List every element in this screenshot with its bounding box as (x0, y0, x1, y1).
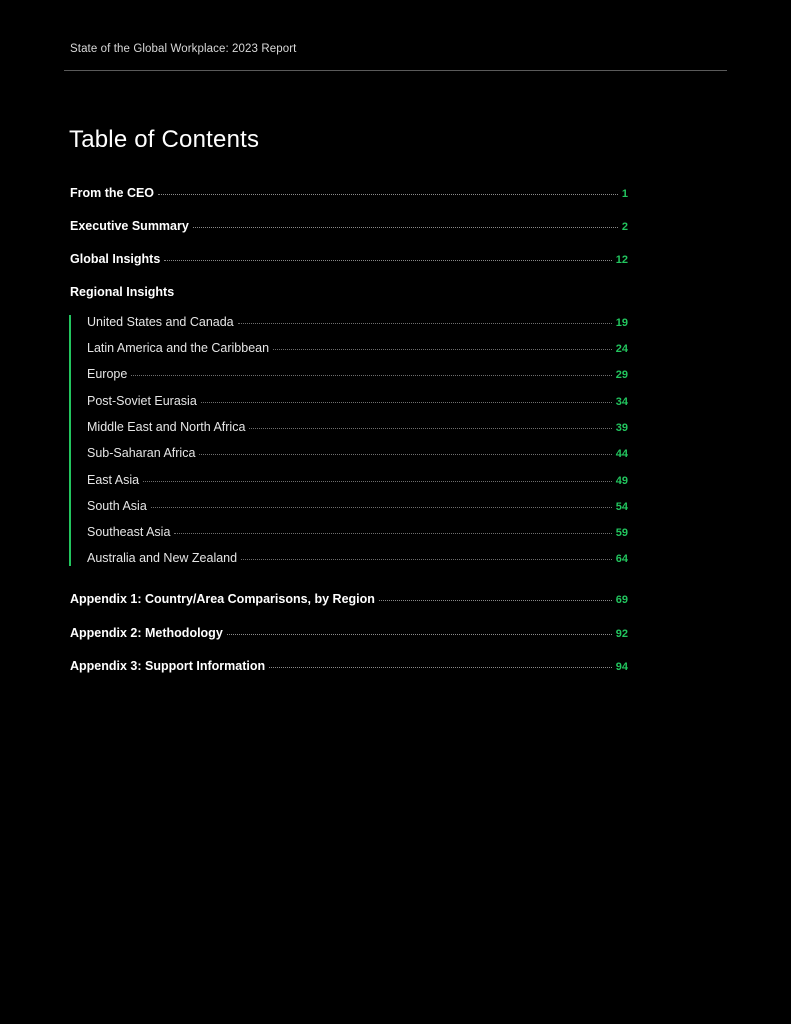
toc-subentry-southeast-asia[interactable] (87, 525, 628, 539)
toc-entry-appendix-3[interactable] (70, 659, 628, 673)
dot-leader (164, 259, 611, 261)
toc-section-regional-insights[interactable]: Regional Insights (70, 285, 175, 299)
toc-entry-label: Southeast Asia (87, 525, 171, 539)
page-title: Table of Contents (69, 126, 260, 153)
regional-accent-bar (69, 315, 71, 566)
toc-entry-label: Latin America and the Caribbean (87, 341, 270, 355)
toc-entry-label: Appendix 2: Methodology (70, 626, 223, 640)
toc-entry-label: South Asia (87, 499, 147, 513)
toc-subentry-east-asia[interactable] (87, 473, 628, 487)
toc-page-number: 29 (615, 369, 628, 381)
toc-page-number: 2 (621, 221, 628, 233)
toc-entry-label: Middle East and North Africa (87, 420, 246, 434)
toc-page-number: 59 (615, 527, 628, 539)
dot-leader (131, 374, 611, 376)
dot-leader (238, 322, 612, 324)
toc-entry-label: United States and Canada (87, 315, 234, 329)
dot-leader (241, 558, 612, 560)
dot-leader (174, 532, 611, 534)
toc-entry-label: Appendix 3: Support Information (70, 659, 266, 673)
dot-leader (151, 506, 612, 508)
toc-entry-appendix-1[interactable] (70, 592, 628, 606)
toc-subentry-sub-saharan-africa[interactable] (87, 446, 628, 460)
dot-leader (193, 226, 618, 228)
dot-leader (269, 666, 612, 668)
dot-leader (158, 193, 618, 195)
running-header: State of the Global Workplace: 2023 Report (70, 43, 297, 55)
toc-subentry-latin-america[interactable] (87, 341, 628, 355)
dot-leader (143, 480, 612, 482)
toc-subentry-europe[interactable] (87, 367, 628, 381)
toc-page-number: 1 (621, 188, 628, 200)
toc-entry-label: Global Insights (70, 252, 161, 266)
toc-entry-label: Australia and New Zealand (87, 551, 238, 565)
toc-page-number: 34 (615, 396, 628, 408)
toc-entry-label: Post-Soviet Eurasia (87, 394, 197, 408)
toc-page-number: 94 (615, 661, 628, 673)
dot-leader (379, 599, 612, 601)
toc-entry-executive-summary[interactable] (70, 219, 628, 233)
toc-entry-label: Appendix 1: Country/Area Comparisons, by Region (70, 592, 375, 606)
toc-subentry-post-soviet-eurasia[interactable] (87, 394, 628, 408)
toc-subentry-united-states-and-canada[interactable] (87, 315, 628, 329)
toc-entry-label: Europe (87, 367, 128, 381)
toc-page-number: 64 (615, 553, 628, 565)
dot-leader (227, 633, 612, 635)
dot-leader (199, 453, 611, 455)
toc-entry-label: Sub-Saharan Africa (87, 446, 196, 460)
toc-page-number: 39 (615, 422, 628, 434)
toc-subentry-south-asia[interactable] (87, 499, 628, 513)
dot-leader (201, 401, 612, 403)
toc-page-number: 19 (615, 317, 628, 329)
toc-subentry-australia-new-zealand[interactable] (87, 551, 628, 565)
header-divider (64, 70, 727, 71)
dot-leader (273, 348, 612, 350)
toc-page-number: 69 (615, 594, 628, 606)
toc-entry-global-insights[interactable] (70, 252, 628, 266)
dot-leader (249, 427, 611, 429)
toc-entry-label: Executive Summary (70, 219, 189, 233)
toc-entry-appendix-2[interactable] (70, 626, 628, 640)
toc-page-number: 24 (615, 343, 628, 355)
toc-page-number: 44 (615, 448, 628, 460)
toc-entry-from-the-ceo[interactable] (70, 186, 628, 200)
toc-entry-label: East Asia (87, 473, 140, 487)
toc-page-number: 12 (615, 254, 628, 266)
toc-page-number: 54 (615, 501, 628, 513)
toc-page-number: 49 (615, 475, 628, 487)
toc-subentry-middle-east-north-africa[interactable] (87, 420, 628, 434)
toc-entry-label: From the CEO (70, 186, 155, 200)
toc-page-number: 92 (615, 628, 628, 640)
